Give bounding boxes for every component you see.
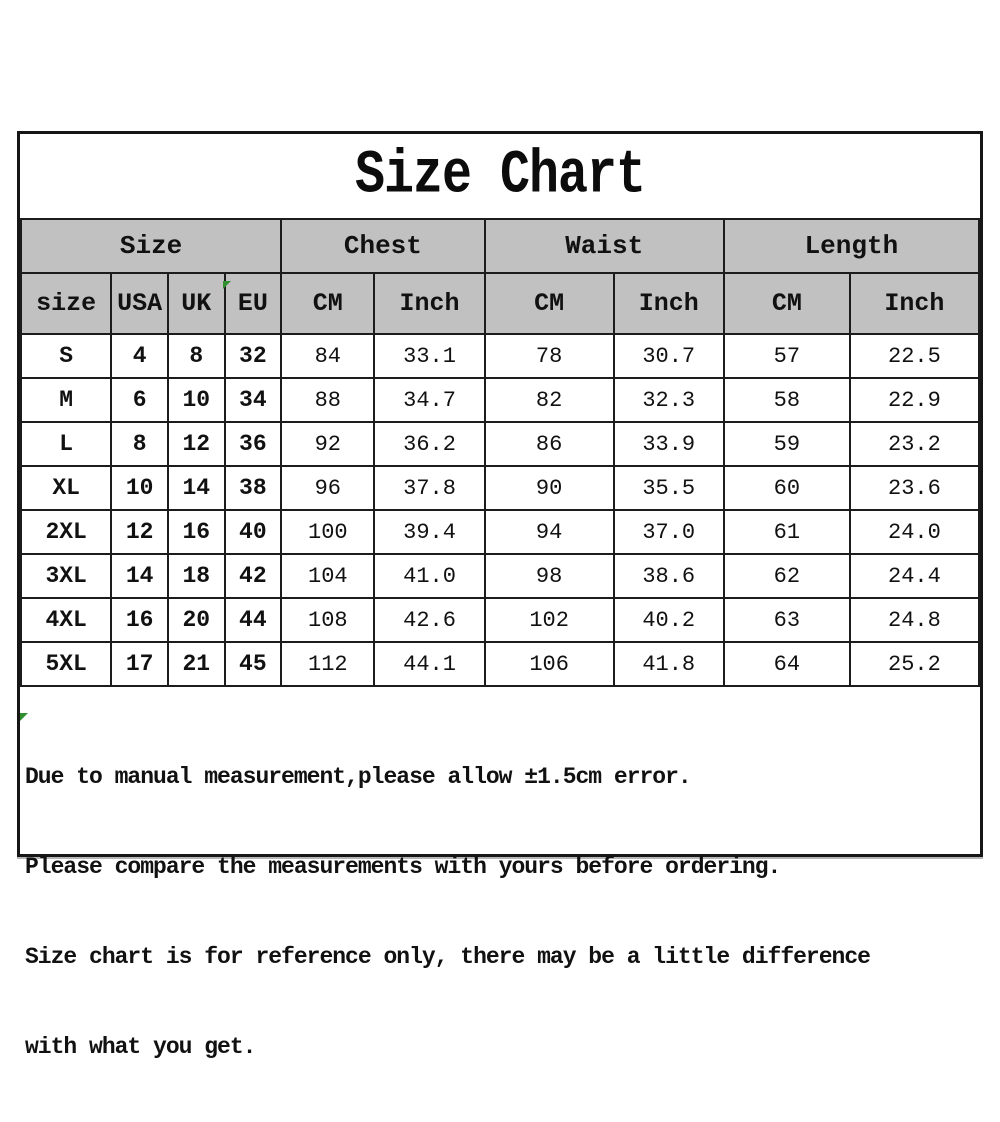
- cell-usa: 14: [111, 554, 168, 598]
- cell-waist-cm: 78: [485, 334, 614, 378]
- cell-size: 5XL: [21, 642, 111, 686]
- cell-usa: 17: [111, 642, 168, 686]
- table-row: [21, 334, 979, 378]
- cell-size: XL: [21, 466, 111, 510]
- cell-waist-inch: 38.6: [614, 554, 724, 598]
- cell-size: 4XL: [21, 598, 111, 642]
- table-row: [21, 598, 979, 642]
- cell-chest-inch: 34.7: [374, 378, 484, 422]
- cell-length-cm: 63: [724, 598, 850, 642]
- cell-length-inch: 25.2: [850, 642, 979, 686]
- cell-eu: 34: [225, 378, 282, 422]
- size-table: [20, 218, 980, 687]
- cell-uk: 20: [168, 598, 225, 642]
- col-header-chest-cm: CM: [281, 273, 374, 334]
- cell-usa: 10: [111, 466, 168, 510]
- cell-length-inch: 22.5: [850, 334, 979, 378]
- cell-length-cm: 60: [724, 466, 850, 510]
- cell-waist-cm: 106: [485, 642, 614, 686]
- cell-length-inch: 23.2: [850, 422, 979, 466]
- cell-size: S: [21, 334, 111, 378]
- cell-chest-inch: 39.4: [374, 510, 484, 554]
- table-row: [21, 554, 979, 598]
- cell-uk: 14: [168, 466, 225, 510]
- group-header-chest: Chest: [281, 219, 484, 273]
- cell-chest-cm: 104: [281, 554, 374, 598]
- cell-length-inch: 24.4: [850, 554, 979, 598]
- cell-eu: 42: [225, 554, 282, 598]
- cell-eu: 32: [225, 334, 282, 378]
- cell-uk: 8: [168, 334, 225, 378]
- cell-chest-inch: 36.2: [374, 422, 484, 466]
- cell-chest-cm: 108: [281, 598, 374, 642]
- cell-chest-cm: 100: [281, 510, 374, 554]
- cell-chest-cm: 88: [281, 378, 374, 422]
- cell-waist-inch: 40.2: [614, 598, 724, 642]
- cell-eu: 45: [225, 642, 282, 686]
- cell-waist-cm: 86: [485, 422, 614, 466]
- cell-uk: 12: [168, 422, 225, 466]
- cell-length-inch: 24.0: [850, 510, 979, 554]
- col-header-length-cm: CM: [724, 273, 850, 334]
- cell-waist-inch: 35.5: [614, 466, 724, 510]
- cell-length-cm: 62: [724, 554, 850, 598]
- col-header-chest-inch: Inch: [374, 273, 484, 334]
- cell-waist-cm: 102: [485, 598, 614, 642]
- cell-waist-cm: 90: [485, 466, 614, 510]
- cell-chest-inch: 33.1: [374, 334, 484, 378]
- table-row: [21, 642, 979, 686]
- table-row: [21, 422, 979, 466]
- cell-chest-inch: 41.0: [374, 554, 484, 598]
- table-row: [21, 466, 979, 510]
- title-row: [20, 134, 980, 218]
- cell-size: M: [21, 378, 111, 422]
- cell-length-inch: 23.6: [850, 466, 979, 510]
- note-line: Please compare the measurements with yours before ordering.: [25, 854, 781, 880]
- col-header-usa: USA: [111, 273, 168, 334]
- cell-chest-cm: 84: [281, 334, 374, 378]
- cell-size: 2XL: [21, 510, 111, 554]
- table-row: [21, 378, 979, 422]
- cell-usa: 8: [111, 422, 168, 466]
- cell-usa: 12: [111, 510, 168, 554]
- col-header-uk: UK: [168, 273, 225, 334]
- cell-length-cm: 61: [724, 510, 850, 554]
- cell-length-cm: 59: [724, 422, 850, 466]
- cell-usa: 4: [111, 334, 168, 378]
- cell-uk: 21: [168, 642, 225, 686]
- group-header-size: Size: [21, 219, 281, 273]
- cell-usa: 6: [111, 378, 168, 422]
- cell-corner-marker-icon: [223, 281, 231, 289]
- note-line: Size chart is for reference only, there may be a little difference: [25, 944, 870, 970]
- note-line: Due to manual measurement,please allow ±1.5cm error.: [25, 764, 691, 790]
- cell-length-cm: 57: [724, 334, 850, 378]
- col-header-size: size: [21, 273, 111, 334]
- measurement-notes: [20, 687, 980, 1122]
- cell-waist-cm: 94: [485, 510, 614, 554]
- size-chart-panel: [17, 131, 983, 1060]
- cell-length-inch: 22.9: [850, 378, 979, 422]
- cell-uk: 18: [168, 554, 225, 598]
- cell-uk: 16: [168, 510, 225, 554]
- cell-chest-cm: 92: [281, 422, 374, 466]
- cell-uk: 10: [168, 378, 225, 422]
- cell-size: 3XL: [21, 554, 111, 598]
- cell-length-cm: 58: [724, 378, 850, 422]
- cell-usa: 16: [111, 598, 168, 642]
- cell-waist-cm: 82: [485, 378, 614, 422]
- cell-chest-inch: 44.1: [374, 642, 484, 686]
- col-header-eu: EU: [225, 273, 282, 334]
- cell-length-cm: 64: [724, 642, 850, 686]
- table-row: [21, 510, 979, 554]
- cell-waist-inch: 33.9: [614, 422, 724, 466]
- col-header-length-inch: Inch: [850, 273, 979, 334]
- cell-eu: 44: [225, 598, 282, 642]
- cell-length-inch: 24.8: [850, 598, 979, 642]
- table-group-header-row: [21, 219, 979, 273]
- note-line: with what you get.: [25, 1034, 256, 1060]
- page-title: Size Chart: [354, 141, 646, 211]
- col-header-waist-cm: CM: [485, 273, 614, 334]
- cell-chest-inch: 42.6: [374, 598, 484, 642]
- cell-corner-marker-icon: [20, 713, 28, 721]
- cell-eu: 36: [225, 422, 282, 466]
- group-header-waist: Waist: [485, 219, 724, 273]
- cell-waist-inch: 30.7: [614, 334, 724, 378]
- cell-chest-cm: 96: [281, 466, 374, 510]
- cell-waist-inch: 41.8: [614, 642, 724, 686]
- cell-waist-inch: 37.0: [614, 510, 724, 554]
- cell-eu: 38: [225, 466, 282, 510]
- cell-chest-inch: 37.8: [374, 466, 484, 510]
- cell-chest-cm: 112: [281, 642, 374, 686]
- cell-waist-cm: 98: [485, 554, 614, 598]
- col-header-waist-inch: Inch: [614, 273, 724, 334]
- cell-waist-inch: 32.3: [614, 378, 724, 422]
- table-column-header-row: [21, 273, 979, 334]
- group-header-length: Length: [724, 219, 979, 273]
- cell-eu: 40: [225, 510, 282, 554]
- cell-size: L: [21, 422, 111, 466]
